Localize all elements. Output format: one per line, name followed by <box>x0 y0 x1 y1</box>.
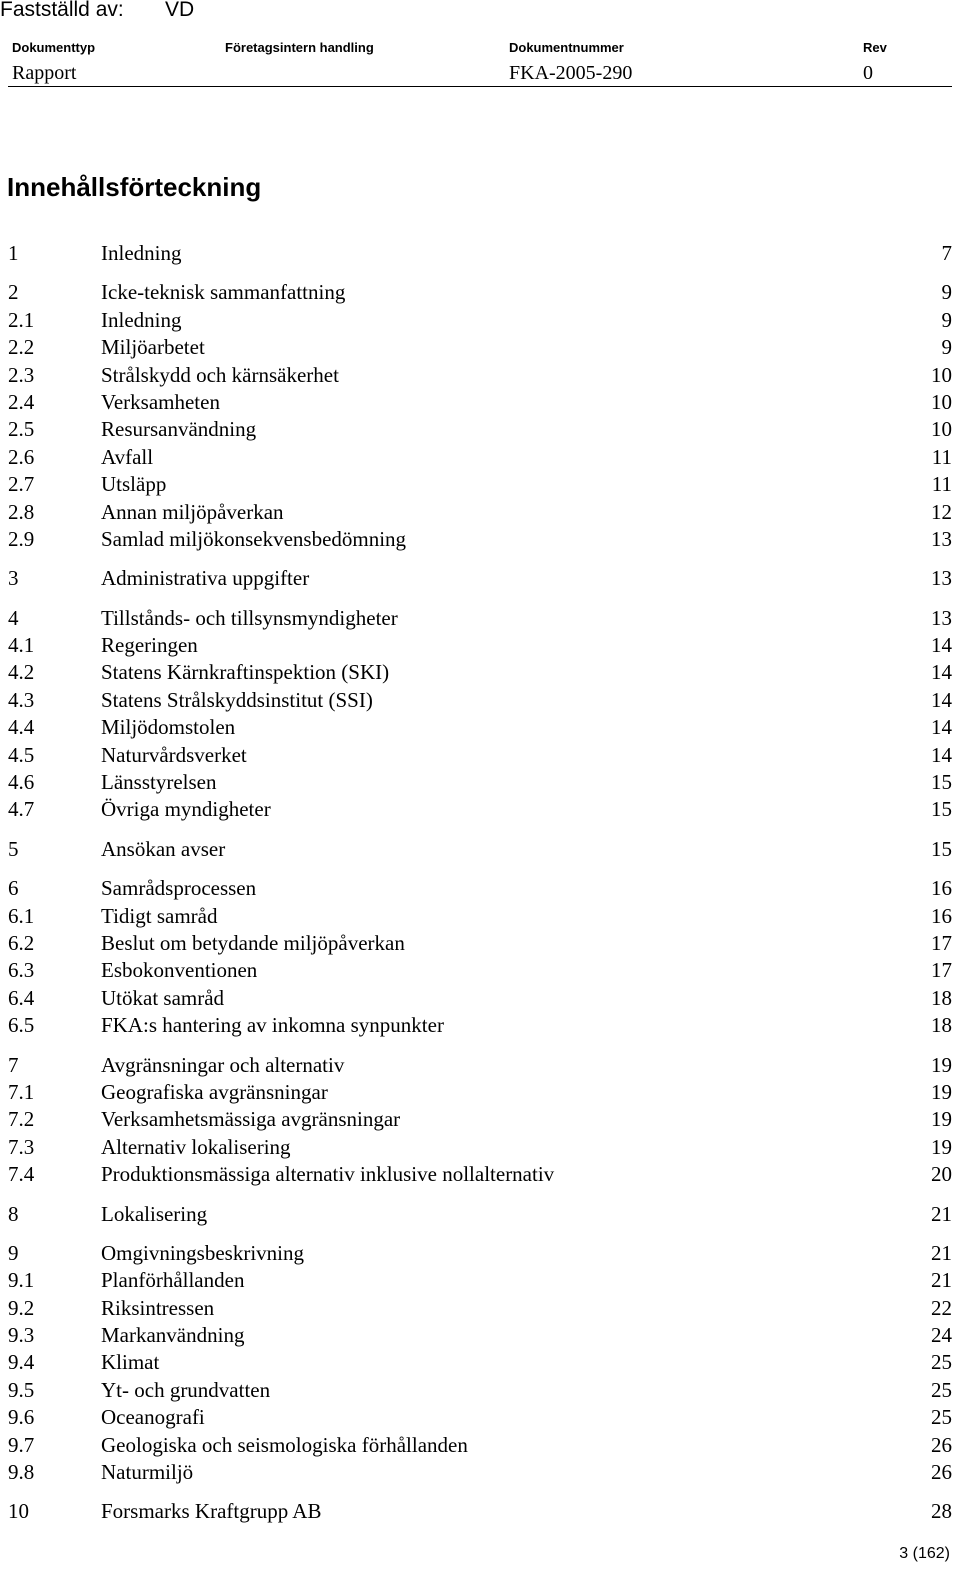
toc-entry[interactable] <box>8 1377 952 1404</box>
toc-entry-page: 28 <box>931 1499 952 1524</box>
toc-entry-page: 26 <box>931 1460 952 1485</box>
toc-entry-number: 6.2 <box>8 930 35 955</box>
toc-entry-page: 13 <box>931 605 952 630</box>
toc-entry-page: 14 <box>931 687 952 712</box>
toc-entry-number: 6 <box>8 876 19 901</box>
toc-entry-number: 6.3 <box>8 958 35 983</box>
doc-number-label: Dokumentnummer <box>509 40 624 55</box>
toc-entry-page: 14 <box>931 742 952 767</box>
toc-entry-number: 2.1 <box>8 307 35 332</box>
toc-entry-page: 26 <box>931 1432 952 1457</box>
toc-entry-number: 9.1 <box>8 1268 35 1293</box>
toc-entry-page: 15 <box>931 836 952 861</box>
toc-entry[interactable] <box>8 1432 952 1459</box>
toc-entry[interactable] <box>8 632 952 659</box>
doc-type-value: Rapport <box>12 62 77 84</box>
toc-entry-page: 13 <box>931 526 952 551</box>
toc-entry[interactable] <box>8 444 952 471</box>
toc-entry-title: Verksamhetsmässiga avgränsningar <box>101 1107 401 1132</box>
approval-label: Fastställd av: <box>0 0 124 21</box>
toc-entry[interactable] <box>8 714 952 741</box>
toc-entry-title: Statens Kärnkraftinspektion (SKI) <box>101 660 390 685</box>
toc-entry[interactable] <box>8 362 952 389</box>
toc-entry[interactable] <box>8 1498 952 1525</box>
toc-entry[interactable] <box>8 389 952 416</box>
toc-entry-number: 4.1 <box>8 633 35 658</box>
toc-entry-title: Administrativa uppgifter <box>101 566 310 591</box>
toc-entry-title: Miljödomstolen <box>101 715 236 740</box>
toc-entry[interactable] <box>8 1459 952 1486</box>
toc-entry[interactable] <box>8 334 952 361</box>
toc-entry-number: 7.3 <box>8 1134 35 1159</box>
toc-entry[interactable] <box>8 1134 952 1161</box>
toc-entry-title: Yt- och grundvatten <box>101 1377 271 1402</box>
classification-label: Företagsintern handling <box>225 40 374 55</box>
toc-entry[interactable] <box>8 307 952 334</box>
rev-label: Rev <box>863 40 887 55</box>
header-divider <box>8 86 952 87</box>
toc-entry-page: 25 <box>931 1350 952 1375</box>
toc-entry-number: 7.2 <box>8 1107 35 1132</box>
toc-entry-title: Utsläpp <box>101 472 167 497</box>
toc-entry-number: 4.7 <box>8 797 35 822</box>
toc-entry-page: 16 <box>931 876 952 901</box>
toc-entry-page: 13 <box>931 566 952 591</box>
toc-entry-number: 2 <box>8 280 19 305</box>
toc-entry-page: 25 <box>931 1377 952 1402</box>
toc-entry[interactable] <box>8 565 952 592</box>
toc-entry-number: 2.6 <box>8 444 35 469</box>
toc-entry-page: 10 <box>931 362 952 387</box>
toc-entry-title: Inledning <box>101 307 182 332</box>
approval-line <box>0 0 194 22</box>
toc-entry-title: Forsmarks Kraftgrupp AB <box>101 1499 322 1524</box>
toc-entry-page: 9 <box>941 335 952 360</box>
toc-entry-title: Inledning <box>101 241 182 265</box>
toc-entry[interactable] <box>8 605 952 632</box>
toc-entry-title: Avgränsningar och alternativ <box>101 1052 345 1077</box>
toc-entry[interactable] <box>8 526 952 553</box>
toc-entry-page: 14 <box>931 715 952 740</box>
toc-entry-title: Geografiska avgränsningar <box>101 1079 328 1104</box>
toc-entry[interactable] <box>8 1295 952 1322</box>
toc-entry-title: FKA:s hantering av inkomna synpunkter <box>101 1013 444 1038</box>
toc-entry-title: Icke-teknisk sammanfattning <box>101 280 346 305</box>
toc-entry-title: Beslut om betydande miljöpåverkan <box>101 930 405 955</box>
toc-entry-page: 19 <box>931 1052 952 1077</box>
toc-entry-title: Riksintressen <box>101 1295 215 1320</box>
toc-entry-number: 10 <box>8 1499 29 1524</box>
toc-entry-page: 11 <box>931 472 952 497</box>
toc-entry-number: 9.8 <box>8 1460 35 1485</box>
toc-entry-number: 4.2 <box>8 660 35 685</box>
toc-entry-title: Verksamheten <box>101 389 220 414</box>
toc-entry-title: Geologiska och seismologiska förhållanden <box>101 1432 468 1457</box>
toc-entry-page: 18 <box>931 1013 952 1038</box>
toc-entry-title: Lokalisering <box>101 1201 208 1226</box>
toc-entry-page: 15 <box>931 797 952 822</box>
header-values <box>12 62 950 86</box>
table-of-contents <box>8 240 952 1526</box>
toc-entry-number: 2.7 <box>8 472 35 497</box>
toc-entry-title: Regeringen <box>101 633 198 658</box>
toc-entry-title: Resursanvändning <box>101 417 257 442</box>
toc-entry[interactable] <box>8 240 952 267</box>
toc-entry[interactable] <box>8 279 952 306</box>
toc-entry-page: 24 <box>931 1323 952 1348</box>
toc-entry-page: 17 <box>931 958 952 983</box>
toc-entry-title: Markanvändning <box>101 1323 245 1348</box>
toc-entry-page: 14 <box>931 633 952 658</box>
toc-entry[interactable] <box>8 471 952 498</box>
toc-entry-title: Tidigt samråd <box>101 903 218 928</box>
toc-entry-title: Tillstånds- och tillsynsmyndigheter <box>101 605 398 630</box>
toc-entry-page: 21 <box>931 1268 952 1293</box>
toc-entry-number: 4.4 <box>8 715 35 740</box>
toc-entry-number: 6.4 <box>8 985 35 1010</box>
toc-entry[interactable] <box>8 836 952 863</box>
toc-entry[interactable] <box>8 742 952 769</box>
toc-entry-number: 9.4 <box>8 1350 35 1375</box>
toc-entry-page: 19 <box>931 1079 952 1104</box>
toc-entry-page: 19 <box>931 1134 952 1159</box>
toc-entry-page: 22 <box>931 1295 952 1320</box>
toc-entry-title: Avfall <box>101 444 154 469</box>
toc-title: Innehållsförteckning <box>7 172 262 202</box>
toc-entry[interactable] <box>8 1201 952 1228</box>
toc-entry[interactable] <box>8 769 952 796</box>
toc-entry-title: Oceanografi <box>101 1405 205 1430</box>
toc-entry-number: 6.1 <box>8 903 35 928</box>
toc-entry-number: 2.9 <box>8 526 35 551</box>
toc-entry-title: Annan miljöpåverkan <box>101 499 284 524</box>
toc-entry-number: 6.5 <box>8 1013 35 1038</box>
toc-entry-number: 1 <box>8 241 19 265</box>
toc-entry-title: Planförhållanden <box>101 1268 245 1293</box>
doc-type-label: Dokumenttyp <box>12 40 96 55</box>
toc-entry[interactable] <box>8 1079 952 1106</box>
toc-entry-number: 2.8 <box>8 499 35 524</box>
toc-entry-title: Klimat <box>101 1350 160 1375</box>
toc-entry-title: Samlad miljökonsekvensbedömning <box>101 526 407 551</box>
toc-entry-number: 2.2 <box>8 335 35 360</box>
toc-entry-number: 9.2 <box>8 1295 35 1320</box>
toc-entry[interactable] <box>8 903 952 930</box>
page-number: 3 (162) <box>899 1545 950 1562</box>
toc-entry-title: Övriga myndigheter <box>101 797 271 822</box>
toc-entry-title: Samrådsprocessen <box>101 876 257 901</box>
toc-entry-page: 14 <box>931 660 952 685</box>
toc-entry-number: 4.5 <box>8 742 35 767</box>
toc-entry-title: Strålskydd och kärnsäkerhet <box>101 362 339 387</box>
toc-entry[interactable] <box>8 1322 952 1349</box>
toc-entry[interactable] <box>8 1012 952 1039</box>
toc-entry-number: 9.6 <box>8 1405 35 1430</box>
toc-entry-title: Omgivningsbeskrivning <box>101 1240 304 1265</box>
toc-entry[interactable] <box>8 1404 952 1431</box>
toc-entry-page: 7 <box>941 241 952 265</box>
toc-entry-page: 21 <box>931 1201 952 1226</box>
doc-number-value: FKA-2005-290 <box>509 62 633 84</box>
toc-entry-title: Produktionsmässiga alternativ inklusive nollalternativ <box>101 1162 555 1187</box>
toc-entry-page: 17 <box>931 930 952 955</box>
toc-entry[interactable] <box>8 499 952 526</box>
header-labels <box>12 40 950 56</box>
rev-value: 0 <box>863 62 873 84</box>
toc-entry-title: Esbokonventionen <box>101 958 258 983</box>
toc-entry-number: 9 <box>8 1240 19 1265</box>
toc-entry-page: 10 <box>931 417 952 442</box>
toc-entry-title: Utökat samråd <box>101 985 225 1010</box>
toc-entry[interactable] <box>8 1106 952 1133</box>
toc-entry-title: Naturvårdsverket <box>101 742 247 767</box>
toc-entry-title: Statens Strålskyddsinstitut (SSI) <box>101 687 373 712</box>
toc-entry-title: Ansökan avser <box>101 836 226 861</box>
toc-entry-number: 7 <box>8 1052 19 1077</box>
toc-entry-number: 4 <box>8 605 19 630</box>
toc-entry[interactable] <box>8 1267 952 1294</box>
toc-entry[interactable] <box>8 1161 952 1188</box>
toc-entry[interactable] <box>8 416 952 443</box>
toc-entry[interactable] <box>8 1052 952 1079</box>
toc-entry[interactable] <box>8 1240 952 1267</box>
toc-entry-number: 2.5 <box>8 417 35 442</box>
toc-entry-page: 11 <box>931 444 952 469</box>
toc-entry-page: 18 <box>931 985 952 1010</box>
toc-entry-page: 9 <box>941 280 952 305</box>
toc-entry-title: Naturmiljö <box>101 1460 194 1485</box>
toc-entry[interactable] <box>8 687 952 714</box>
toc-entry-number: 9.7 <box>8 1432 35 1457</box>
toc-entry-page: 20 <box>931 1162 952 1187</box>
toc-entry-number: 8 <box>8 1201 19 1226</box>
toc-entry-number: 2.4 <box>8 389 35 414</box>
toc-entry-number: 5 <box>8 836 19 861</box>
toc-entry-page: 15 <box>931 770 952 795</box>
toc-entry-page: 9 <box>941 307 952 332</box>
toc-entry-page: 10 <box>931 389 952 414</box>
toc-entry-number: 9.5 <box>8 1377 35 1402</box>
toc-entry[interactable] <box>8 930 952 957</box>
toc-entry-number: 3 <box>8 566 19 591</box>
toc-entry-page: 12 <box>931 499 952 524</box>
toc-entry-number: 7.4 <box>8 1162 35 1187</box>
toc-entry-page: 25 <box>931 1405 952 1430</box>
approval-value: VD <box>165 0 195 21</box>
toc-entry-title: Alternativ lokalisering <box>101 1134 291 1159</box>
toc-entry-number: 9.3 <box>8 1323 35 1348</box>
toc-entry[interactable] <box>8 796 952 823</box>
toc-entry-title: Miljöarbetet <box>101 335 205 360</box>
toc-entry-page: 19 <box>931 1107 952 1132</box>
toc-entry[interactable] <box>8 957 952 984</box>
toc-entry-page: 21 <box>931 1240 952 1265</box>
toc-entry-number: 4.6 <box>8 770 35 795</box>
toc-entry[interactable] <box>8 875 952 902</box>
toc-entry-number: 4.3 <box>8 687 35 712</box>
toc-entry-number: 7.1 <box>8 1079 35 1104</box>
toc-entry-number: 2.3 <box>8 362 35 387</box>
toc-entry[interactable] <box>8 659 952 686</box>
toc-entry-page: 16 <box>931 903 952 928</box>
toc-entry[interactable] <box>8 1349 952 1376</box>
toc-entry-title: Länsstyrelsen <box>101 770 217 795</box>
toc-entry[interactable] <box>8 985 952 1012</box>
